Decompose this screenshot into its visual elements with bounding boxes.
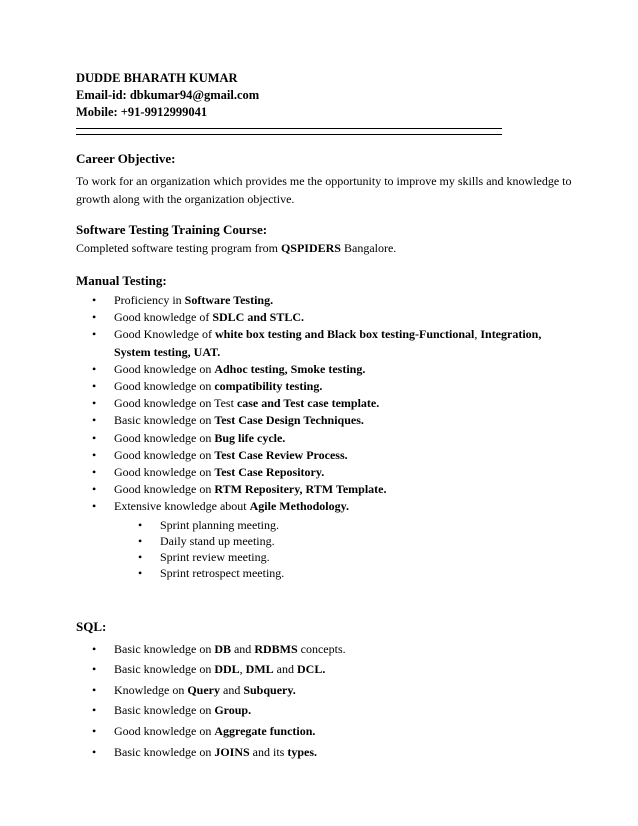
agile-sublist bbox=[76, 517, 576, 581]
training-text: Completed software testing program from QSPIDERS Bangalore. bbox=[76, 241, 397, 255]
list-item: • Good knowledge on Test Case Repository. bbox=[76, 464, 576, 481]
career-section bbox=[76, 151, 576, 208]
sub-list-item: • Sprint review meeting. bbox=[76, 549, 576, 565]
list-item: • Good knowledge on compatibility testing. bbox=[76, 378, 576, 395]
list-item: • Good knowledge on Bug life cycle. bbox=[76, 430, 576, 447]
sql-section bbox=[76, 619, 576, 763]
career-heading: Career Objective: bbox=[76, 151, 176, 166]
list-item: • Proficiency in Software Testing. bbox=[76, 292, 576, 309]
training-heading: Software Testing Training Course: bbox=[76, 222, 268, 237]
list-item: • Basic knowledge on DB and RDBMS concepts. bbox=[76, 639, 576, 660]
list-item: • Knowledge on Query and Subquery. bbox=[76, 680, 576, 701]
sql-list bbox=[76, 639, 576, 763]
sub-list-item: • Daily stand up meeting. bbox=[76, 533, 576, 549]
career-text: To work for an organization which provides me the opportunity to improve my skills and knowledge to growth along with the organization objective. bbox=[76, 174, 572, 206]
list-item: • Basic knowledge on Group. bbox=[76, 700, 576, 721]
list-item: • Basic knowledge on DDL, DML and DCL. bbox=[76, 659, 576, 680]
training-section bbox=[76, 222, 576, 257]
list-item: • Good knowledge on Test case and Test case template. bbox=[76, 395, 576, 412]
contact-header bbox=[76, 70, 576, 135]
sql-heading: SQL: bbox=[76, 618, 107, 634]
double-rule-divider bbox=[76, 128, 502, 135]
manual-testing-section bbox=[76, 273, 576, 581]
manual-list bbox=[76, 292, 576, 516]
list-item: • Basic knowledge on JOINS and its types. bbox=[76, 742, 576, 763]
list-item: • Good knowledge on Aggregate function. bbox=[76, 721, 576, 742]
email-line: Email-id: dbkumar94@gmail.com bbox=[76, 88, 260, 102]
resume-page bbox=[76, 70, 576, 762]
candidate-name: DUDDE BHARATH KUMAR bbox=[76, 71, 238, 85]
manual-heading: Manual Testing: bbox=[76, 273, 167, 288]
list-item: • Extensive knowledge about Agile Methodology. bbox=[76, 498, 576, 515]
list-item: • Good knowledge on Adhoc testing, Smoke testing. bbox=[76, 361, 576, 378]
sub-list-item: • Sprint planning meeting. bbox=[76, 517, 576, 533]
sub-list-item: • Sprint retrospect meeting. bbox=[76, 565, 576, 581]
list-item: • Good knowledge of SDLC and STLC. bbox=[76, 309, 576, 326]
mobile-line: Mobile: +91-9912999041 bbox=[76, 105, 208, 119]
list-item: • Good knowledge on RTM Repositery, RTM Template. bbox=[76, 481, 576, 498]
list-item: • Good Knowledge of white box testing and Black box testing-Functional, Integration, System testing, UAT. bbox=[76, 326, 576, 360]
list-item: • Good knowledge on Test Case Review Process. bbox=[76, 447, 576, 464]
list-item: • Basic knowledge on Test Case Design Techniques. bbox=[76, 412, 576, 429]
